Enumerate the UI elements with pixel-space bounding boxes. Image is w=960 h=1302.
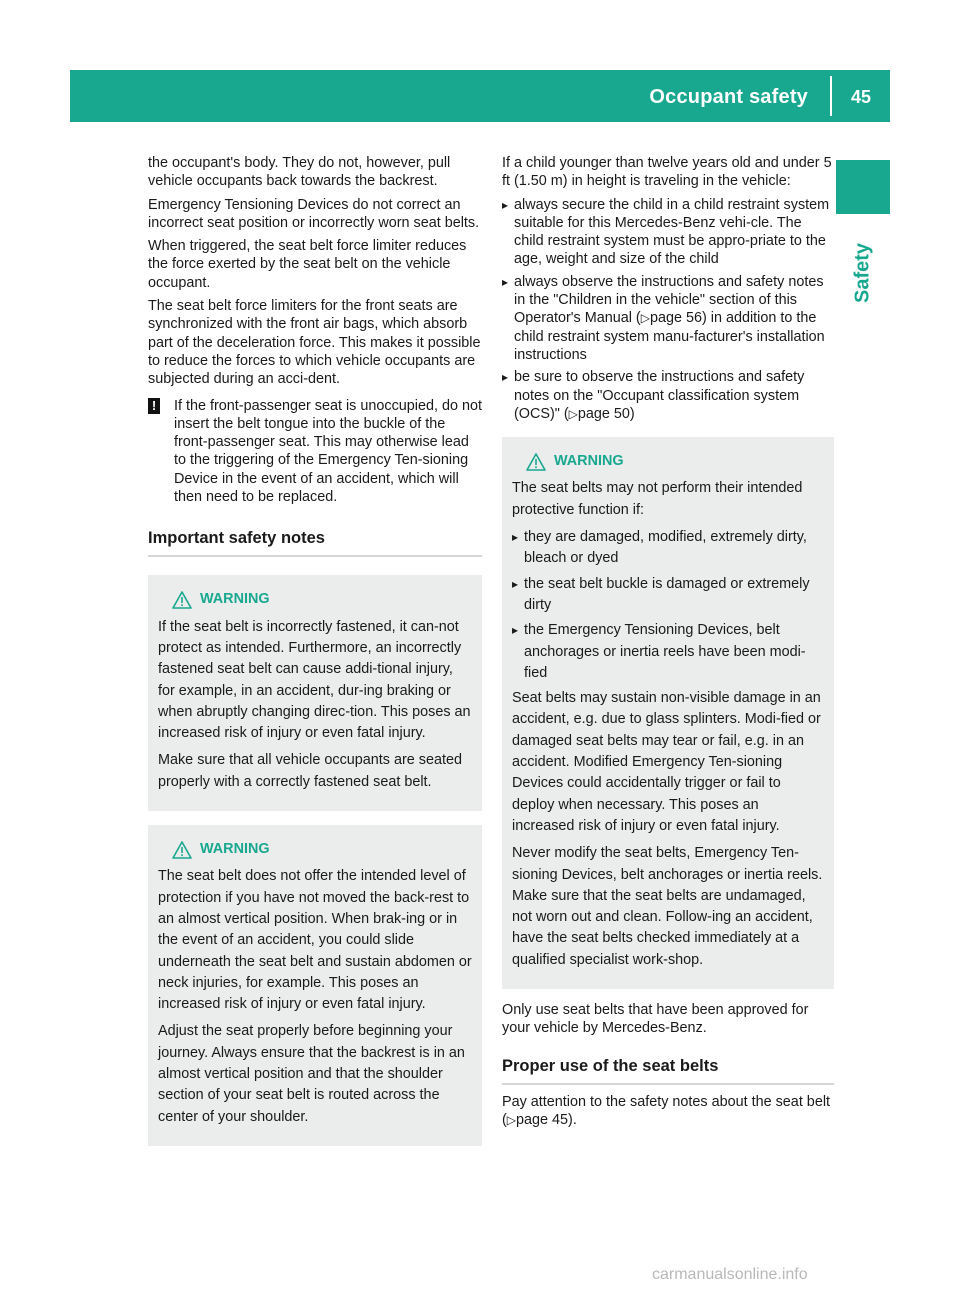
note (148, 397, 482, 507)
warning-label: WARNING (200, 591, 270, 608)
note-text: If the front-passenger seat is unoccupied, do not insert the belt tongue into the buckle of the front-passenger seat. This may otherwise lead to the triggering of the Emergency Ten-sioning Device in the event of an accident, which will then need to be replaced. (174, 397, 482, 506)
paragraph: If a child younger than twelve years old and under 5 ft (1.50 m) in height is traveling in the vehicle: (502, 155, 832, 190)
exclamation-icon: ! (148, 398, 160, 414)
section-heading: Proper use of the seat belts (502, 1056, 834, 1085)
list-item: ▸ the Emergency Tensioning Devices, belt anchorages or inertia reels have been modi-fied (512, 620, 824, 684)
list-item-text: be sure to observe the instructions and safety notes on the "Occupant classification system (OCS)" ( (514, 369, 805, 422)
warning-text: Make sure that all vehicle occupants are seated properly with a correctly fastened seat belt. (158, 752, 462, 790)
paragraph: Only use seat belts that have been approved for your vehicle by Mercedes-Benz. (502, 1001, 809, 1037)
section-title: Occupant safety (649, 86, 808, 108)
list-item (502, 368, 834, 423)
page-reference-link[interactable]: page 56) in addition to the child restraint system manu-facturer's installation instructions (514, 310, 825, 363)
list-item-text: always secure the child in a child restraint system suitable for this Mercedes-Benz vehi-cle. The child restraint system must be appro-priate to the age, weight and size of the child (514, 196, 830, 268)
page-ref-arrow-icon: ▷ (568, 406, 578, 421)
warning-label: WARNING (200, 841, 270, 858)
warning-text: If the seat belt is incorrectly fastened, it can-not protect as intended. Furthermore, an incorrectly fastened seat belt can cause addi-tional injury, for example, in an accident, dur-ing braking or when abruptly changing direc-tion. This poses an increased risk of injury or even fatal injury. (158, 618, 471, 742)
page-ref-arrow-icon: ▷ (506, 1112, 517, 1127)
list-item-text: always observe the instructions and safety notes in the "Children in the vehicle" section of this Operator's Manual ( (514, 273, 824, 327)
paragraph (502, 1093, 834, 1130)
page-number: 45 (850, 87, 872, 107)
paragraph: Emergency Tensioning Devices do not correct an incorrect seat position or incorrectly worn seat belts. (148, 196, 480, 231)
paragraph: the occupant's body. They do not, however, pull vehicle occupants back towards the backrest. (148, 155, 451, 190)
warning-box (148, 575, 482, 811)
list-item: ▸ they are damaged, modified, extremely dirty, bleach or dyed (512, 527, 824, 570)
right-column (502, 154, 834, 1134)
list-item (502, 196, 834, 269)
bullet-list (512, 527, 824, 684)
paragraph: When triggered, the seat belt force limiter reduces the force exerted by the seat belt on the vehicle occupant. (148, 238, 467, 291)
warning-text: Never modify the seat belts, Emergency Ten-sioning Devices, belt anchorages or inertia reels. Make sure that the seat belts are undamaged, not worn out and clean. Follow-ing an accident, have the seat belts checked immediately at a qualified specialist work-shop. (512, 845, 823, 968)
warning-text: Adjust the seat properly before beginning your journey. Always ensure that the backrest is in an almost vertical position and that the shoulder section of your seat belt is routed across the center of your shoulder. (158, 1023, 465, 1125)
paragraph-text: Pay attention to the safety notes about the seat belt ( (502, 1093, 831, 1128)
warning-triangle-icon (172, 591, 192, 609)
warning-box (148, 825, 482, 1146)
page-reference-link[interactable]: page 50) (577, 405, 635, 422)
list-item: ▸ the seat belt buckle is damaged or extremely dirty (512, 574, 824, 617)
side-tab-label (836, 218, 890, 328)
warning-header (172, 839, 472, 860)
page-reference-link[interactable]: page 45). (516, 1111, 577, 1128)
warning-header (172, 589, 472, 610)
list-item (502, 273, 834, 364)
side-tab-marker (836, 160, 890, 214)
warning-box (502, 437, 834, 989)
left-column (148, 154, 482, 1146)
watermark: carmanualsonline.info (652, 1266, 808, 1283)
warning-triangle-icon (526, 453, 546, 471)
header-bar (70, 70, 890, 122)
page-ref-arrow-icon: ▷ (640, 311, 650, 326)
paragraph: The seat belt force limiters for the front seats are synchronized with the front air bags, which absorb part of the deceleration force. This makes it possible to reduce the forces to which vehicle occupants are subjected during an acci-dent. (148, 298, 481, 388)
warning-label: WARNING (554, 453, 624, 470)
side-tab-text: Safety (851, 242, 874, 304)
warning-triangle-icon (172, 841, 192, 859)
warning-text: The seat belts may not perform their intended protective function if: (512, 480, 803, 518)
warning-text: Seat belts may sustain non-visible damage in an accident, e.g. due to glass splinters. Modi-fied or damaged seat belts may tear or fail, e.g. in an accident. Modified Emergency Ten-sioning Devices could accidentally trigger or fail to deploy when necessary. This poses an increased risk of injury or even fatal injury. (512, 690, 821, 834)
bullet-list (502, 196, 834, 424)
warning-text: The seat belt does not offer the intended level of protection if you have not moved the back-rest to an almost vertical position. When brak-ing or in the event of an accident, you could slide underneath the seat belt and sustain abdomen or neck injuries, for example. This poses an increased risk of injury or even fatal injury. (158, 868, 472, 1013)
section-heading: Important safety notes (148, 528, 482, 557)
warning-header (526, 451, 824, 472)
